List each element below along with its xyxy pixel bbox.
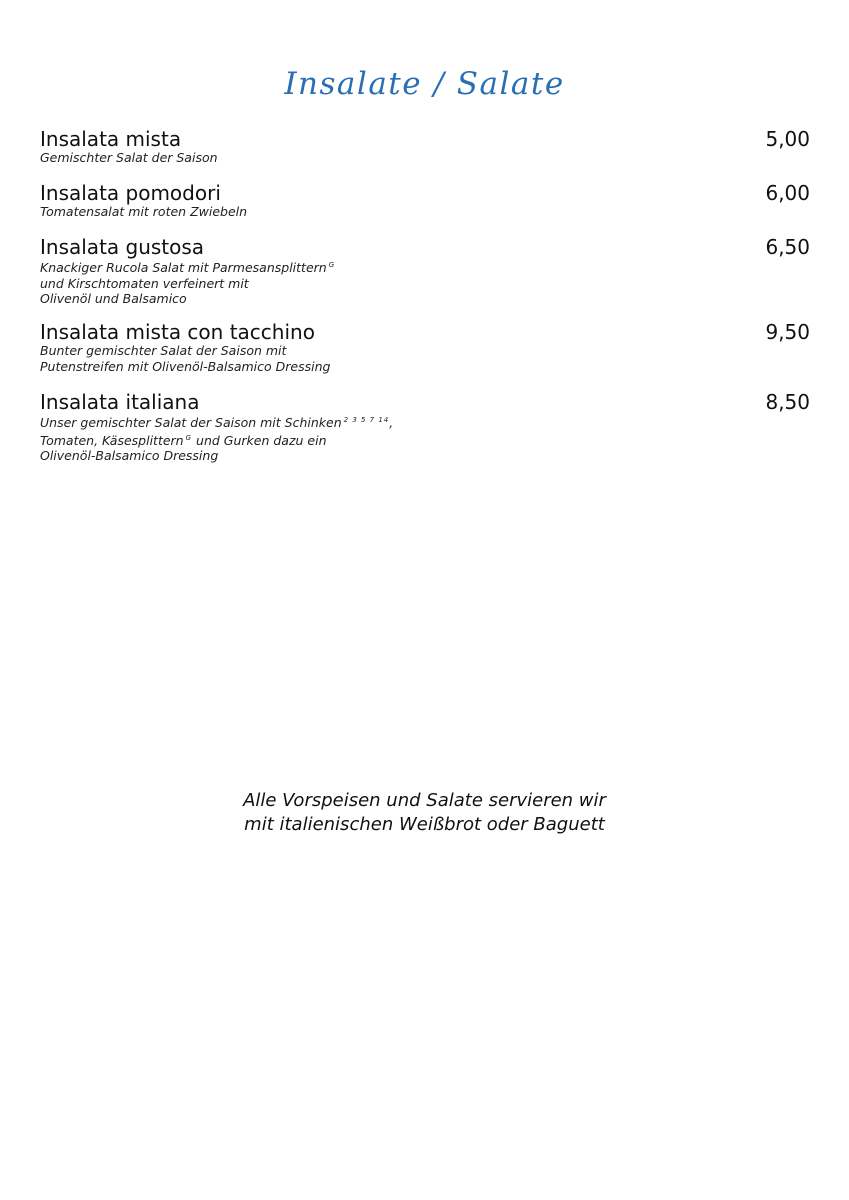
- description-line: Olivenöl und Balsamico: [40, 291, 187, 306]
- allergen-code: 2 3 5 7 14: [343, 416, 390, 424]
- footer-note: [0, 789, 849, 837]
- footer-line: Alle Vorspeisen und Salate servieren wir: [243, 790, 606, 811]
- description-line: Gemischter Salat der Saison: [40, 150, 218, 165]
- item-name: Insalata gustosa: [40, 235, 205, 259]
- description-text: Tomaten, Käsesplittern: [40, 432, 184, 448]
- allergen-code: G: [328, 261, 336, 269]
- item-price: 5,00: [765, 127, 810, 151]
- menu-item-insalata-pomodori: [40, 182, 810, 220]
- item-name: Insalata mista: [40, 127, 182, 151]
- item-price: 6,00: [765, 181, 810, 205]
- description-line: [40, 258, 810, 276]
- item-name: Insalata pomodori: [40, 181, 221, 205]
- description-line: Bunter gemischter Salat der Saison mit: [40, 343, 287, 358]
- menu-item-insalata-gustosa: [40, 236, 810, 307]
- description-text: Unser gemischter Salat der Saison mit Schinken: [40, 415, 342, 430]
- description-line: Olivenöl-Balsamico Dressing: [40, 448, 219, 463]
- description-line: Tomatensalat mit roten Zwiebeln: [40, 204, 248, 219]
- item-name: Insalata mista con tacchino: [40, 320, 315, 344]
- description-text: Knackiger Rucola Salat mit Parmesansplittern: [40, 260, 327, 275]
- item-description: [40, 343, 810, 374]
- item-description: [40, 413, 810, 464]
- description-text: ,: [389, 415, 394, 430]
- allergen-code: G: [185, 433, 193, 442]
- item-description: [40, 150, 810, 166]
- page-title: Insalate / Salate: [284, 66, 565, 102]
- item-price: 8,50: [765, 390, 810, 414]
- description-text: und Gurken dazu ein: [196, 432, 327, 448]
- menu-item-insalata-mista: [40, 128, 810, 166]
- item-price: 6,50: [765, 235, 810, 259]
- description-line: und Kirschtomaten verfeinert mit: [40, 275, 249, 291]
- item-price: 9,50: [765, 320, 810, 344]
- description-line: Putenstreifen mit Olivenöl-Balsamico Dressing: [40, 358, 331, 374]
- description-line: [40, 413, 810, 431]
- item-description: [40, 258, 810, 307]
- footer-line: mit italienischen Weißbrot oder Baguett: [244, 814, 605, 835]
- item-description: [40, 204, 810, 220]
- description-line: [40, 431, 810, 449]
- menu-item-insalata-mista-con-tacchino: [40, 321, 810, 374]
- menu-item-insalata-italiana: [40, 391, 810, 464]
- item-name: Insalata italiana: [40, 390, 200, 414]
